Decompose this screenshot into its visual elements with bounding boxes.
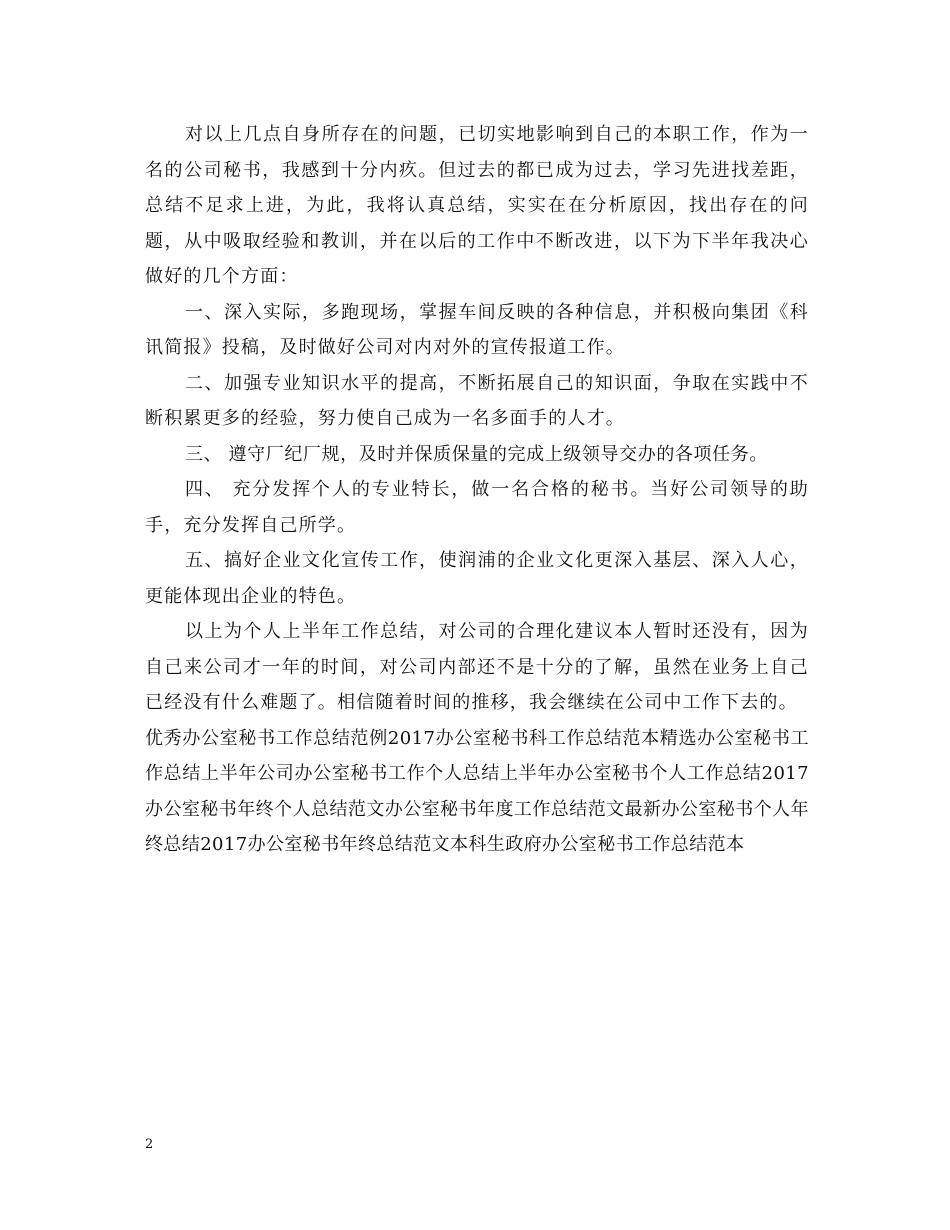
paragraph-conclusion: 以上为个人上半年工作总结，对公司的合理化建议本人暂时还没有，因为自己来公司才一年的时间，对公司内部还不是十分的了解，虽然在业务上自己已经没有什么难题了。相信随着时间的推移，我会继续在公司中工作下去的。 [145, 621, 809, 713]
paragraph-item-1: 一、深入实际，多跑现场，掌握车间反映的各种信息，并积极向集团《科讯简报》投稿，及时做好公司对内对外的宣传报道工作。 [145, 301, 809, 358]
paragraph-item-4: 四、 充分发挥个人的专业特长，做一名合格的秘书。当好公司领导的助手，充分发挥自己所学。 [145, 479, 809, 536]
document-body [145, 117, 809, 863]
paragraph-intro: 对以上几点自身所存在的问题，已切实地影响到自己的本职工作，作为一名的公司秘书，我感到十分内疚。但过去的都已成为过去，学习先进找差距，总结不足求上进，为此，我将认真总结，实实在在分析原因，找出存在的问题，从中吸取经验和教训，并在以后的工作中不断改进，以下为下半年我决心做好的几个方面： [145, 124, 809, 287]
paragraph-item-5: 五、搞好企业文化宣传工作，使润浦的企业文化更深入基层、深入人心，更能体现出企业的特色。 [145, 550, 809, 607]
paragraph-item-2: 二、加强专业知识水平的提高，不断拓展自己的知识面，争取在实践中不断积累更多的经验，努力使自己成为一名多面手的人才。 [145, 372, 809, 429]
related-links-text: 优秀办公室秘书工作总结范例2017办公室秘书科工作总结范本精选办公室秘书工作总结上半年公司办公室秘书工作个人总结上半年办公室秘书个人工作总结2017办公室秘书年终个人总结范文办公室秘书年度工作总结范文最新办公室秘书个人年终总结2017办公室秘书年终总结范文本科生政府办公室秘书工作总结范本 [145, 727, 809, 855]
page-number: 2 [145, 1137, 154, 1152]
paragraph-item-3: 三、 遵守厂纪厂规，及时并保质保量的完成上级领导交办的各项任务。 [185, 443, 768, 465]
